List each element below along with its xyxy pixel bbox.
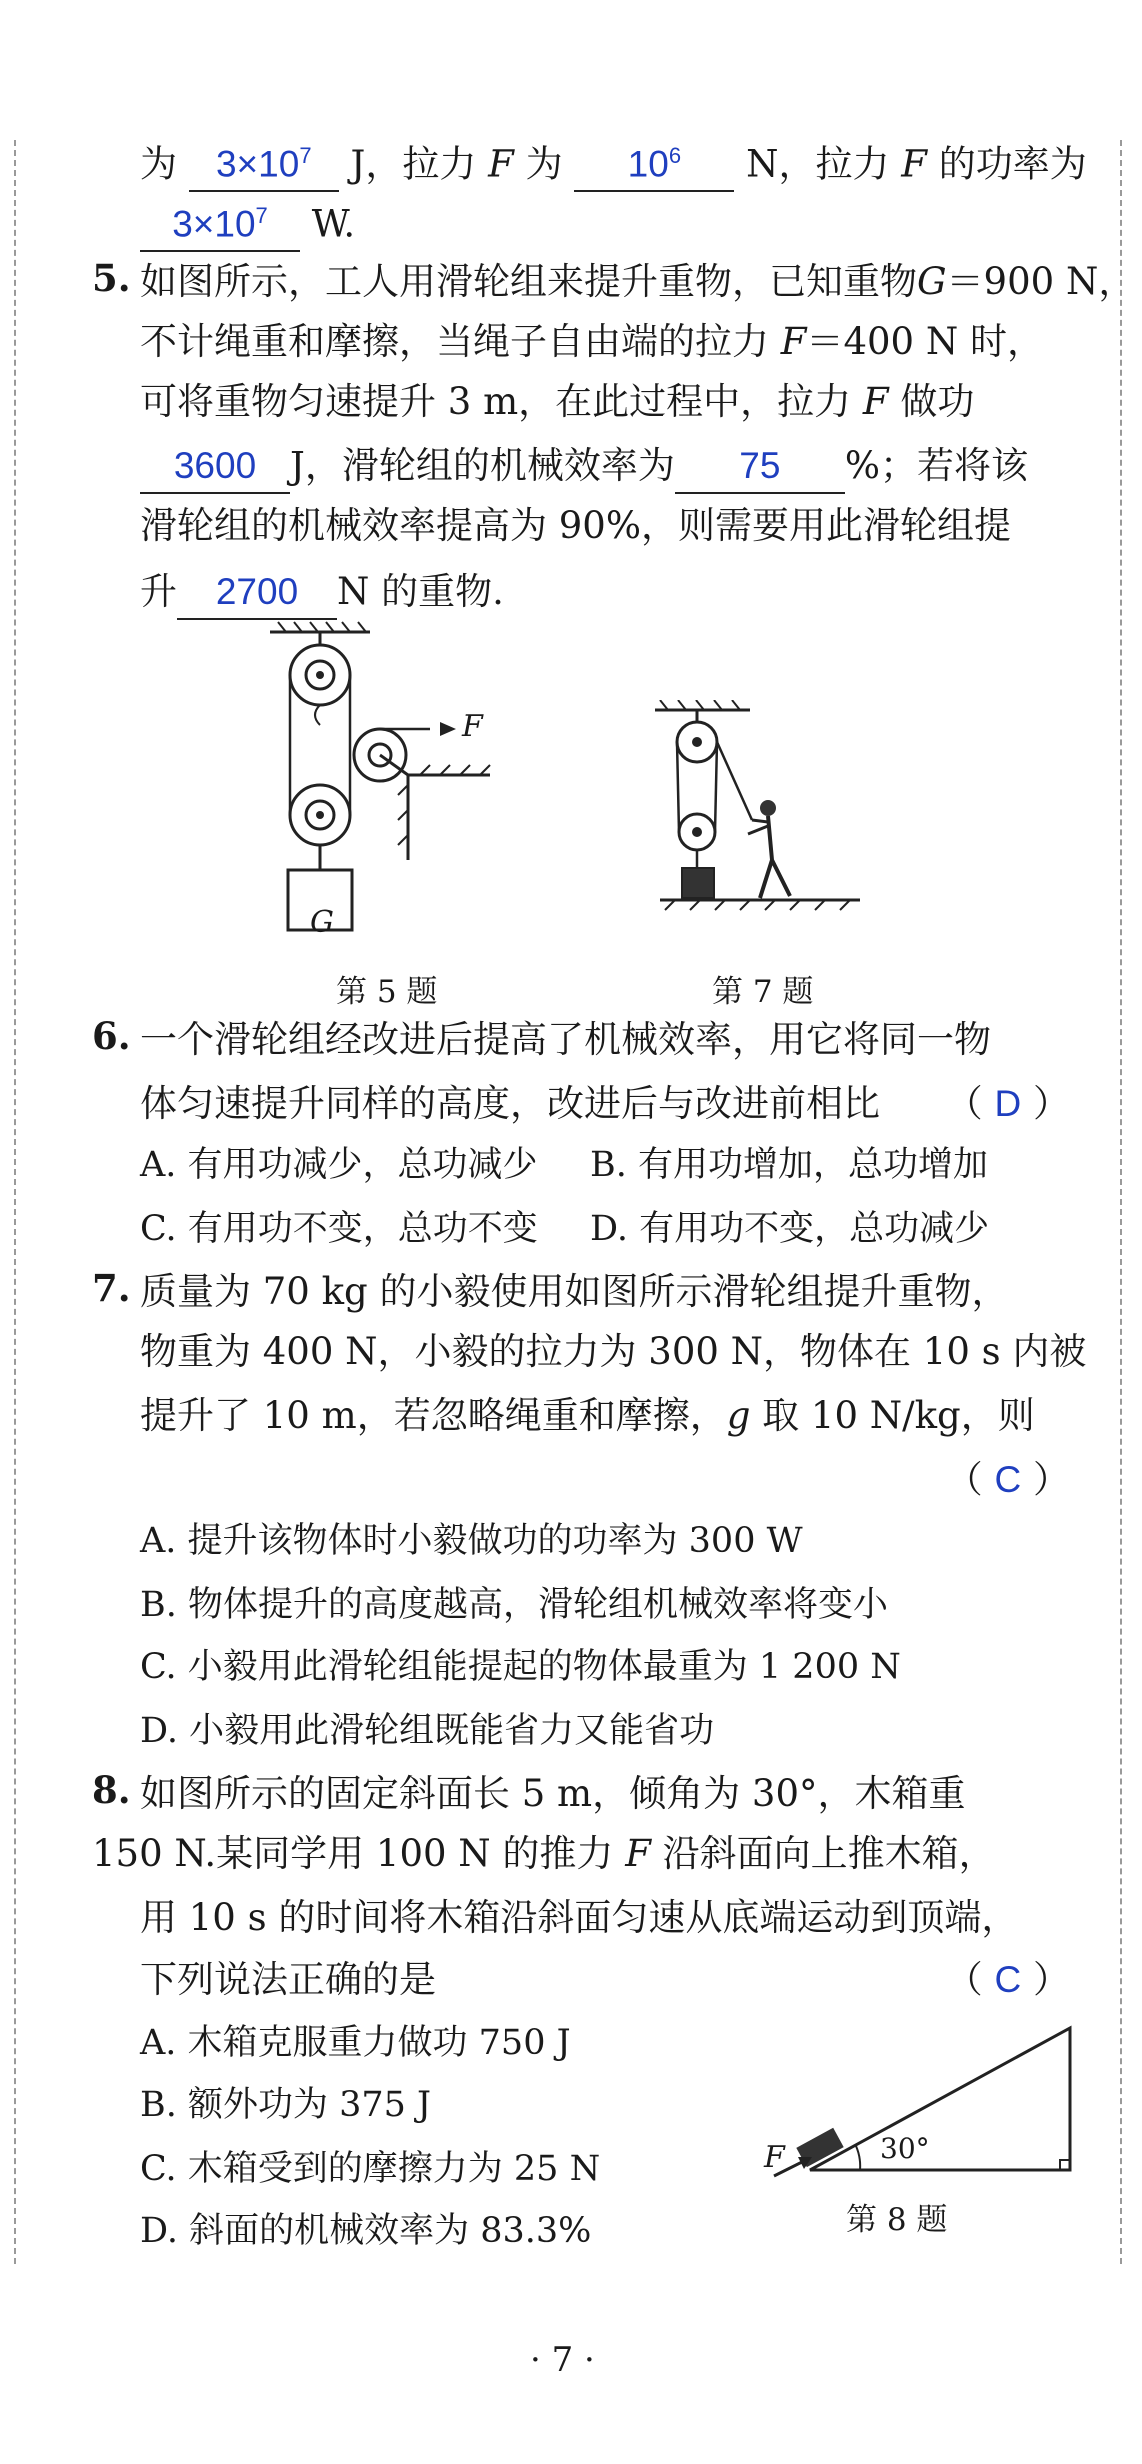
figure-7-caption: 第 7 题 <box>712 974 814 1010</box>
q7-option-a: A. 提升该物体时小毅做功的功率为 300 W <box>140 1521 803 1561</box>
figure-7-pulley-worker <box>640 700 880 950</box>
left-dashed-margin <box>14 140 16 2264</box>
q6-line-2: 体匀速提升同样的高度，改进后与改进前相比 <box>140 1082 880 1125</box>
q8-option-d: D. 斜面的机械效率为 83.3% <box>140 2211 592 2251</box>
q8-line-3: 用 10 s 的时间将木箱沿斜面匀速从底端运动到顶端， <box>140 1896 1019 1939</box>
q8-option-c: C. 木箱受到的摩擦力为 25 N <box>140 2149 601 2189</box>
q6-option-c: C. 有用功不变，总功不变 <box>140 1209 538 1249</box>
question-number-5: 5. <box>92 256 131 300</box>
q5-line-6: 升 2700 N 的重物. <box>140 566 1070 620</box>
q8-answer-bracket: （ C ） <box>945 1958 1070 2001</box>
figure-5-label-G: G <box>310 905 334 940</box>
q5-line-4: 3600 J，滑轮组的机械效率为 75 %；若将该 <box>140 440 1070 494</box>
page-number: · 7 · <box>530 2340 595 2380</box>
q8-option-a: A. 木箱克服重力做功 750 J <box>140 2023 571 2063</box>
q7-answer-bracket: （ C ） <box>945 1458 1070 1501</box>
figure-5-pulley-system <box>260 620 510 960</box>
q7-option-b: B. 物体提升的高度越高，滑轮组机械效率将变小 <box>140 1585 888 1625</box>
figure-8-label-angle: 30° <box>880 2132 930 2165</box>
q5-line-1: 如图所示，工人用滑轮组来提升重物，已知重物G＝900 N， <box>140 260 1136 303</box>
q6-option-a: A. 有用功减少，总功减少 <box>140 1145 538 1185</box>
q8-line-1: 如图所示的固定斜面长 5 m，倾角为 30°，木箱重 <box>140 1772 966 1815</box>
prev-question-line-1: 为 $3\times 10^7$ J，拉力 F 为 $10^6$ N，拉力 F 的功率为 <box>140 130 1070 192</box>
answer-blank-q5-efficiency: 75 <box>675 440 845 494</box>
q6-answer-bracket: （ D ） <box>945 1082 1070 1125</box>
figure-8-label-F: F <box>764 2140 785 2175</box>
answer-blank-work: $3\times 10^7$ <box>189 130 339 192</box>
answer-blank-q5-work: 3600 <box>140 440 290 494</box>
q7-option-c: C. 小毅用此滑轮组能提起的物体最重为 1 200 N <box>140 1647 901 1687</box>
q5-line-2: 不计绳重和摩擦，当绳子自由端的拉力 F＝400 N 时， <box>140 320 1044 363</box>
q8-line-2: 150 N.某同学用 100 N 的推力 F 沿斜面向上推木箱， <box>92 1832 996 1875</box>
q7-line-1: 质量为 70 kg 的小毅使用如图所示滑轮组提升重物， <box>140 1270 1009 1313</box>
right-dashed-margin <box>1120 140 1122 2264</box>
answer-blank-force: $10^6$ <box>574 130 734 192</box>
q5-line-5: 滑轮组的机械效率提高为 90%，则需要用此滑轮组提 <box>140 504 1011 547</box>
q8-line-4: 下列说法正确的是 <box>140 1958 436 2001</box>
question-number-8: 8. <box>92 1768 131 1812</box>
figure-5-caption: 第 5 题 <box>336 974 438 1010</box>
q7-line-2: 物重为 400 N，小毅的拉力为 300 N，物体在 10 s 内被 <box>140 1330 1087 1373</box>
figure-5-label-F: F <box>462 709 483 744</box>
q7-option-d: D. 小毅用此滑轮组既能省力又能省功 <box>140 1711 715 1751</box>
question-number-6: 6. <box>92 1014 131 1058</box>
q6-option-d: D. 有用功不变，总功减少 <box>590 1209 990 1249</box>
figure-8-caption: 第 8 题 <box>846 2202 948 2238</box>
question-number-7: 7. <box>92 1266 131 1310</box>
answer-blank-power: $3\times 10^7$ <box>140 190 300 252</box>
answer-blank-q5-load: 2700 <box>177 566 337 620</box>
q6-line-1: 一个滑轮组经改进后提高了机械效率，用它将同一物 <box>140 1018 991 1061</box>
prev-question-line-2: $3\times 10^7$ W. <box>140 190 1070 252</box>
q6-option-b: B. 有用功增加，总功增加 <box>590 1145 988 1185</box>
q7-line-3: 提升了 10 m，若忽略绳重和摩擦，g 取 10 N/kg，则 <box>140 1394 1035 1437</box>
q8-option-b: B. 额外功为 375 J <box>140 2085 432 2125</box>
q5-line-3: 可将重物匀速提升 3 m，在此过程中，拉力 F 做功 <box>140 380 975 423</box>
